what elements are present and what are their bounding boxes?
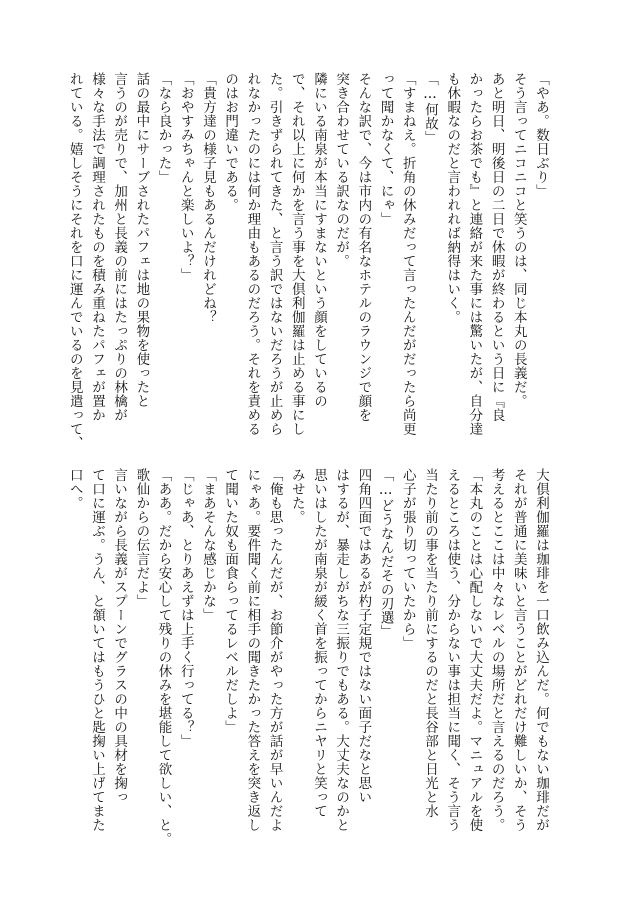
text-line: 大倶利伽羅は珈琲を一口飲み込んだ。何でもない珈琲だが (533, 468, 549, 832)
text-line: た。引きずられてきた、と言う訳ではないだろうが止めら (266, 72, 283, 436)
text-line: れなかったのには何か理由もあるのだろう。それを責める (244, 72, 261, 436)
text-line: も休暇なのだと言われれば納得はいく。 (444, 72, 461, 324)
text-line: かったらお茶でも』と連絡が来た事には驚いたが、自分達 (466, 72, 483, 436)
text-line: 「まあそんな感じかな」 (199, 468, 216, 622)
text-line: 心子が張り切っていたから」 (399, 468, 416, 650)
text-line: で、それ以上に何かを言う事を大倶利伽羅は止める事にし (288, 72, 305, 436)
text-line: にゃあ。要件聞く前に相手の聞きたかった答えを突き返し (244, 468, 261, 832)
text-line: 隣にいる南泉が本当にすまないという顔をしているの (310, 72, 327, 408)
text-line: 「すまねえ。折角の休みだって言ったんだがだったら尚更 (399, 72, 416, 436)
text-line: みせた。 (288, 468, 305, 524)
text-block-top (66, 72, 552, 450)
text-line: 「…どうなんだその刃選」 (377, 468, 394, 639)
text-line: あと明日、明後日の二日で休暇が終わるという日に『良 (488, 72, 505, 422)
text-line: 四角四面ではあるが杓子定規ではない面子だなと思い (355, 468, 372, 804)
text-line: 歌仙からの伝言だよ」 (133, 468, 150, 608)
text-line: 突き合わせている訳なのだが。 (333, 72, 350, 268)
text-block-bottom (66, 468, 552, 846)
text-line: 「おやすみちゃんと楽しいよ？」 (177, 72, 194, 282)
text-line: 「本丸のことは心配しないで大丈夫だよ。マニュアルを使 (466, 468, 483, 832)
text-line: 思いはしたが南泉が緩く首を振ってからニヤリと笑って (310, 468, 327, 818)
text-line: 口へ。 (66, 468, 83, 510)
text-line: 言うのが売りで、加州と長義の前にはたっぷりの林檎が (111, 72, 128, 422)
text-line: 様々な手法で調理されたものを積み重ねたパフェが置か (88, 72, 105, 422)
text-line: それが普通に美味いと言うことがどれだけ難しいか、そう (510, 468, 527, 832)
text-line: はするが、暴走しがちな三振りでもある。大丈夫なのかと (333, 468, 350, 832)
text-line: 「俺も思ったんだが、お節介がやった方が話が早いんだよ (266, 468, 283, 832)
text-line: 「ああ。だから安心して残りの休みを堪能して欲しい、と。 (155, 468, 172, 846)
text-line: て口に運ぶ。うん、と頷いてはもうひと匙掬い上げてまた (88, 468, 105, 832)
text-line: 言いながら長義がスプーンでグラスの中の具材を掬っ (111, 468, 128, 804)
text-line: て聞いた奴も面食らってるレベルだしよ」 (222, 468, 239, 734)
text-line: 考えるとここは中々なレベルの場所だと言えるのだろう。 (488, 468, 505, 832)
text-line: れている。嬉しそうにそれを口に運んでいるのを見遣って、 (66, 72, 83, 450)
text-line: そう言ってニコニコと笑うのは、同じ本丸の長義だ。 (510, 72, 527, 408)
text-line: そんな訳で、今は市内の有名なホテルのラウンジで顔を (355, 72, 372, 422)
text-line: 「…何故」 (421, 72, 438, 145)
text-line: 話の最中にサーブされたパフェは地の果物を使ったと (133, 72, 150, 408)
text-line: 「じゃあ、とりあえずは上手く行ってる？」 (177, 468, 194, 748)
text-line: 「やあ。数日ぶり」 (533, 72, 549, 198)
text-line: って聞かなくて、にゃ」 (377, 72, 394, 226)
text-line: のはお門違いである。 (222, 72, 239, 212)
text-line: えるところは使う、分からない事は担当に聞く、そう言う (444, 468, 461, 832)
text-line: 当たり前の事を当たり前にするのだと長谷部と日光と水 (421, 468, 438, 818)
text-line: 「貴方達の様子見もあるんだけれどね？ (199, 72, 216, 324)
text-line: 「なら良かった」 (155, 72, 172, 184)
